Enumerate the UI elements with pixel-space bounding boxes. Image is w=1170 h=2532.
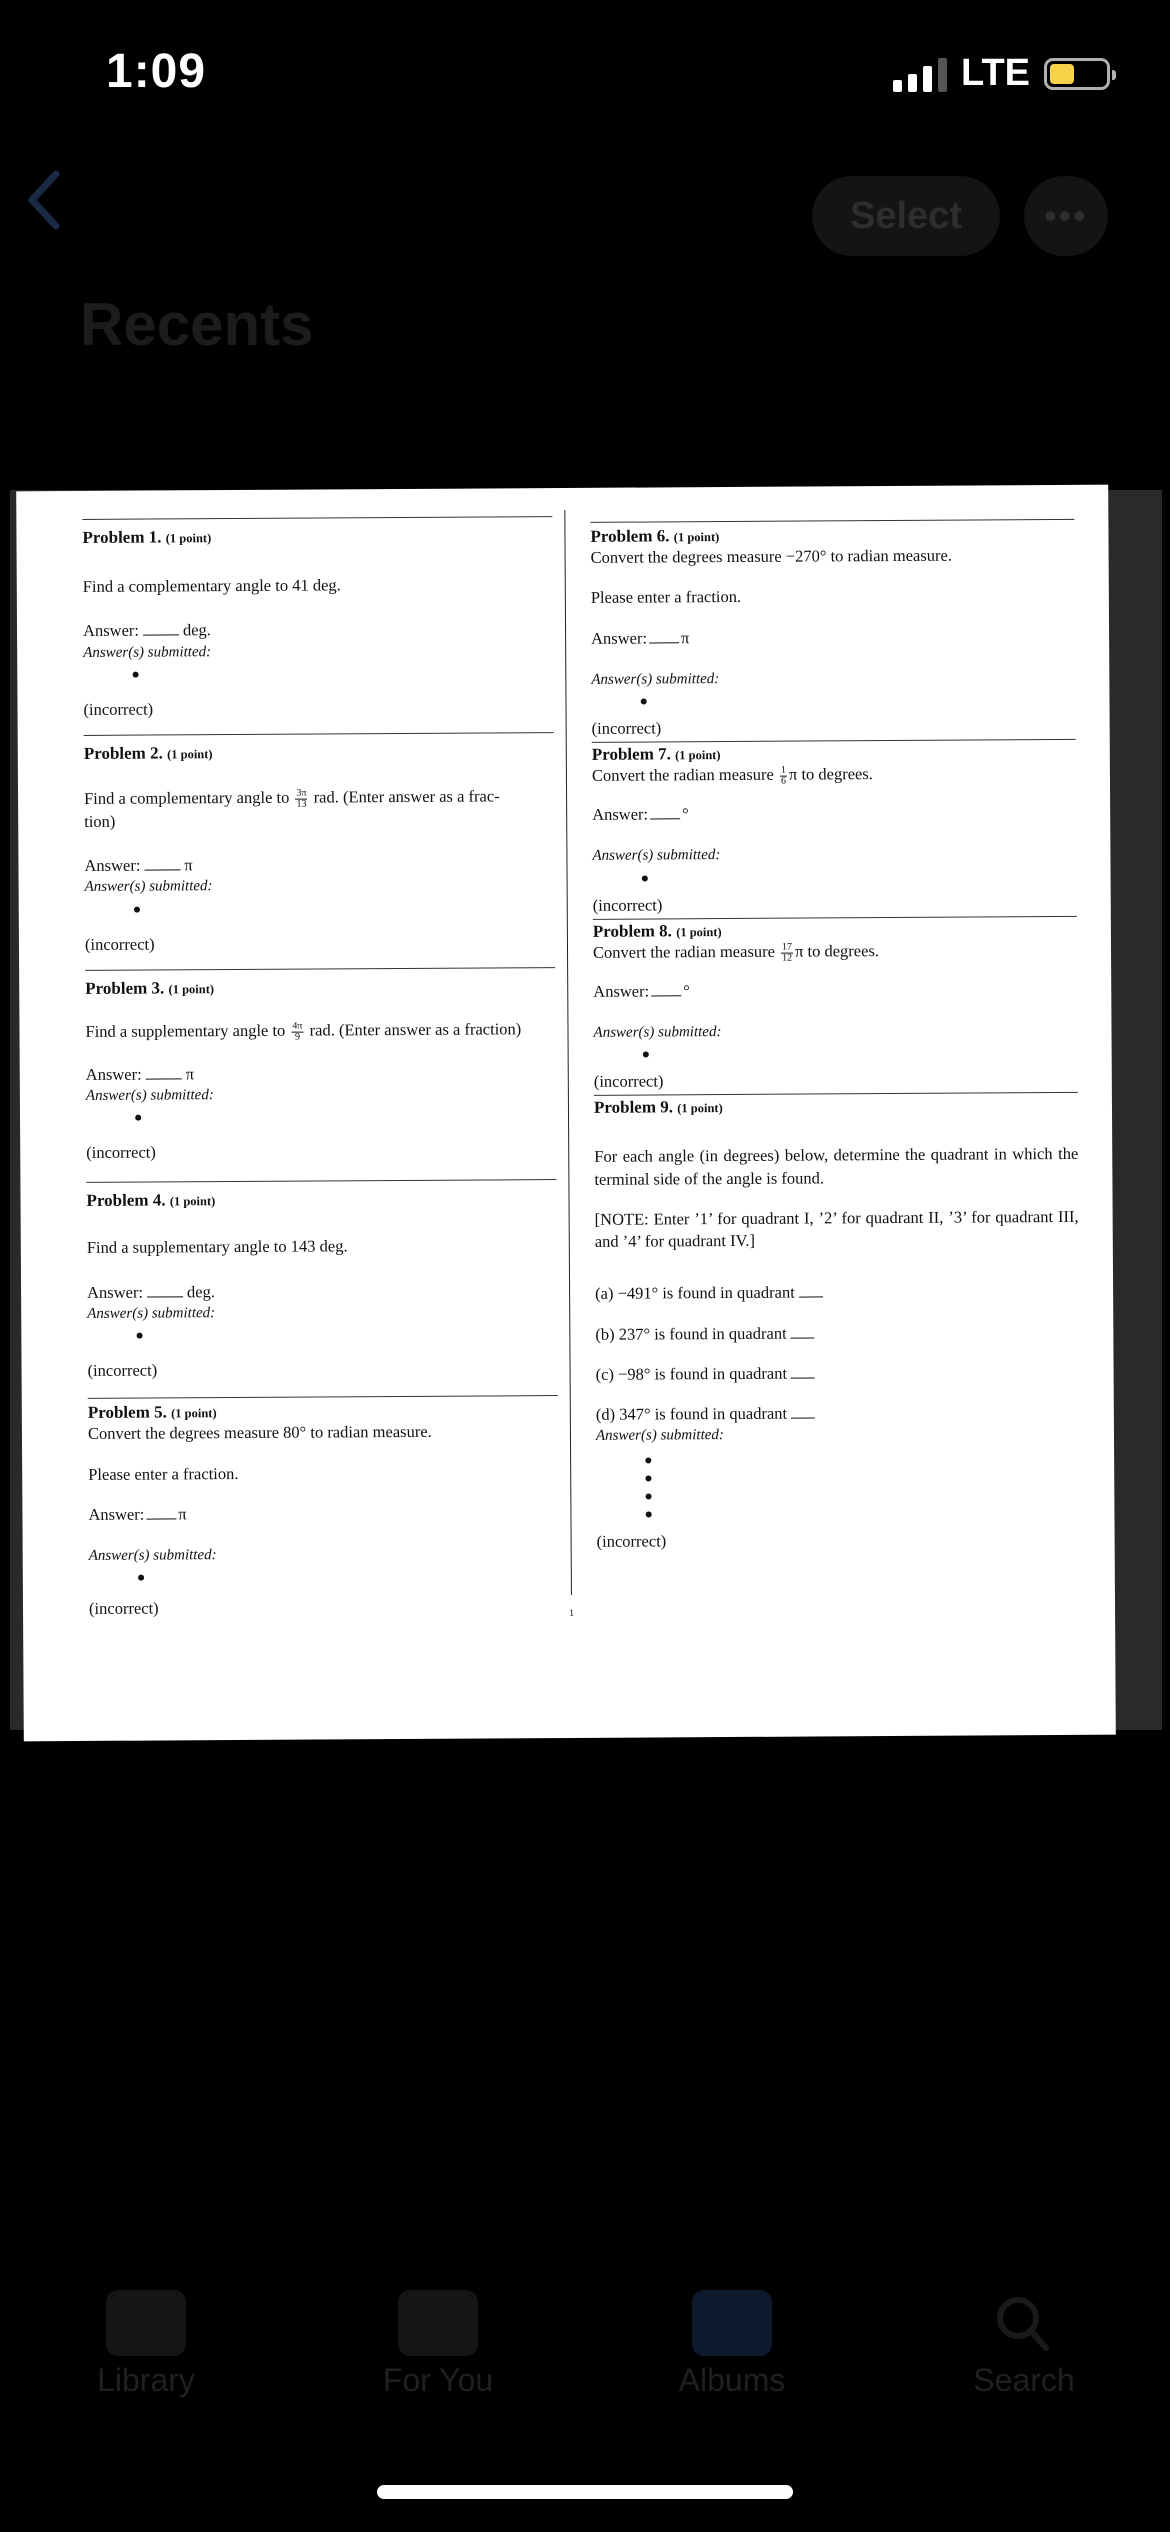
- answer-blank: [147, 1296, 183, 1297]
- problem-5: [88, 1400, 559, 1620]
- tab-library[interactable]: [46, 2290, 246, 2399]
- bullet: ●: [644, 1489, 653, 1505]
- problem-text: Convert the degrees measure 80° to radian measure.: [87, 1422, 432, 1444]
- result-status: (incorrect): [84, 934, 155, 954]
- tab-label: Albums: [678, 2362, 786, 2398]
- problem-9: [594, 1095, 1081, 1553]
- answer-blank: [144, 869, 180, 870]
- problem-text: π to degrees.: [788, 764, 873, 784]
- part-c-text: (c) −98° is found in quadrant: [595, 1363, 788, 1384]
- problem-title: Problem 3.: [85, 978, 165, 998]
- result-status: (incorrect): [88, 1598, 159, 1619]
- problem-text: Find a complementary angle to: [84, 787, 290, 808]
- answer-label: Answer:: [591, 628, 648, 648]
- problem-points: (1 point): [168, 981, 215, 997]
- problem-points: (1 point): [676, 924, 722, 940]
- submitted-label: Answer(s) submitted:: [88, 1547, 217, 1565]
- problem-text: rad. (Enter answer as a frac-: [313, 786, 500, 807]
- answer-unit: π: [680, 627, 690, 647]
- problem-points: (1 point): [673, 530, 720, 545]
- tab-for-you[interactable]: [338, 2290, 538, 2399]
- problem-text: Please enter a fraction.: [590, 587, 742, 608]
- problem-text: Convert the radian measure: [592, 941, 775, 962]
- result-status: (incorrect): [87, 1360, 158, 1381]
- bullet: ●: [132, 902, 142, 918]
- tab-albums[interactable]: [632, 2290, 832, 2399]
- home-indicator[interactable]: [377, 2485, 793, 2499]
- result-status: (incorrect): [592, 894, 663, 915]
- answer-blank: [146, 1078, 182, 1079]
- result-status: (incorrect): [591, 718, 662, 738]
- bullet: ●: [641, 1047, 651, 1063]
- tab-label: Library: [97, 2362, 195, 2398]
- status-time: 1:09: [106, 45, 207, 98]
- album-title: Recents: [80, 291, 314, 358]
- cellular-signal-icon: [893, 56, 947, 92]
- bullet: ●: [644, 1453, 653, 1469]
- problem-points: (1 point): [167, 747, 213, 762]
- select-button[interactable]: Select: [812, 176, 1000, 256]
- answer-blank: [651, 995, 681, 996]
- tab-label: Search: [973, 2362, 1075, 2398]
- problem-note: [NOTE: Enter ’1’ for quadrant I, ’2’ for quadrant II, ’3’ for quadrant III, and ’4’ for quadrant IV.]: [594, 1206, 1079, 1251]
- problem-8: [593, 919, 1078, 1093]
- for-you-icon: [398, 2290, 478, 2356]
- fraction: $\frac{4\pi}{9}$: [292, 1020, 303, 1043]
- part-b-text: (b) 237° is found in quadrant: [595, 1323, 787, 1344]
- submitted-label: Answer(s) submitted:: [595, 1427, 724, 1445]
- problem-text: Find a supplementary angle to: [85, 1020, 286, 1041]
- submitted-label: Answer(s) submitted:: [84, 878, 213, 896]
- problem-points: (1 point): [171, 1406, 217, 1421]
- answer-blank: [649, 642, 679, 643]
- problem-text: rad. (Enter answer as a fraction): [309, 1019, 522, 1040]
- status-indicators: [893, 52, 1110, 95]
- part-d-text: (d) 347° is found in quadrant: [595, 1403, 788, 1424]
- answer-label: Answer:: [592, 804, 649, 824]
- problem-title: Problem 4.: [86, 1190, 166, 1211]
- answer-unit: °: [683, 980, 690, 1000]
- problem-text: Find a complementary angle to 41 deg.: [82, 575, 341, 596]
- problem-7: [592, 742, 1077, 916]
- column-divider: [564, 510, 572, 1595]
- answer-label: Answer:: [84, 855, 141, 875]
- bullet: ●: [136, 1570, 146, 1587]
- problem-text: Find a supplementary angle to 143 deg.: [86, 1236, 348, 1258]
- problem-title: Problem 1.: [82, 527, 162, 547]
- part-a-blank: [799, 1297, 823, 1298]
- photo-library-icon: [106, 2290, 186, 2356]
- network-type: LTE: [961, 52, 1030, 94]
- tab-bar: [0, 2290, 1170, 2430]
- result-status: (incorrect): [593, 1071, 664, 1091]
- fraction: $\frac{1}{6}$: [780, 764, 787, 787]
- problem-2: [84, 741, 555, 956]
- tab-search[interactable]: [924, 2290, 1124, 2399]
- bullet: ●: [644, 1471, 653, 1487]
- answer-label: Answer:: [87, 1282, 144, 1302]
- tab-label: For You: [382, 2362, 494, 2398]
- problem-title: Problem 2.: [83, 743, 163, 763]
- part-c-blank: [791, 1377, 815, 1378]
- submitted-label: Answer(s) submitted:: [593, 1023, 722, 1041]
- problem-text: tion): [84, 811, 116, 831]
- fraction: $\frac{3\pi}{13}$: [296, 787, 307, 810]
- problem-6: [590, 524, 1075, 740]
- answer-label: Answer:: [593, 981, 650, 1001]
- right-column: [590, 519, 1080, 1553]
- problem-title: Problem 8.: [592, 921, 672, 941]
- back-chevron-icon[interactable]: [24, 170, 64, 230]
- submitted-label: Answer(s) submitted:: [83, 643, 212, 661]
- bullet: ●: [135, 1328, 144, 1344]
- search-icon: [984, 2290, 1064, 2356]
- problem-points: (1 point): [675, 748, 721, 763]
- problem-text: Convert the radian measure: [591, 765, 774, 786]
- problem-1: [82, 525, 553, 721]
- problem-3: [85, 976, 556, 1164]
- part-d-blank: [791, 1418, 815, 1419]
- result-status: (incorrect): [86, 1142, 156, 1162]
- answer-blank: [143, 635, 179, 636]
- submitted-label: Answer(s) submitted:: [591, 670, 720, 688]
- problem-points: (1 point): [165, 531, 212, 546]
- problem-4: [86, 1188, 557, 1382]
- part-a-text: (a) −491° is found in quadrant: [595, 1282, 795, 1304]
- answer-unit: π: [178, 1504, 187, 1524]
- problem-points: (1 point): [169, 1194, 216, 1209]
- submitted-label: Answer(s) submitted:: [592, 847, 721, 865]
- result-status: (incorrect): [83, 699, 154, 719]
- problem-text: Please enter a fraction.: [88, 1463, 239, 1484]
- problem-title: Problem 9.: [593, 1097, 674, 1118]
- bullet: ●: [133, 1110, 143, 1126]
- answer-unit: °: [682, 804, 689, 824]
- fraction: $\frac{17}{12}$: [781, 941, 793, 964]
- problem-title: Problem 5.: [87, 1402, 167, 1423]
- answer-blank: [650, 818, 680, 819]
- answer-blank: [146, 1518, 176, 1519]
- albums-icon: [692, 2290, 772, 2356]
- problem-text: For each angle (in degrees) below, determine the quadrant in which the terminal side of the angle is found.: [594, 1144, 1079, 1189]
- document-page[interactable]: [16, 485, 1116, 1742]
- submitted-label: Answer(s) submitted:: [87, 1304, 216, 1322]
- bullet: ●: [131, 667, 140, 683]
- left-column: [82, 516, 559, 1621]
- part-b-blank: [791, 1337, 815, 1338]
- answer-label: Answer:: [88, 1504, 145, 1524]
- bullet: ●: [644, 1507, 653, 1523]
- problem-text: Convert the degrees measure −270° to radian measure.: [590, 545, 953, 567]
- problem-title: Problem 7.: [591, 744, 671, 765]
- bullet: ●: [640, 871, 650, 887]
- answer-label: Answer:: [85, 1064, 142, 1084]
- problem-text: π to degrees.: [794, 940, 880, 961]
- page-number: 1: [569, 1607, 575, 1619]
- answer-unit: π: [185, 1063, 195, 1083]
- answer-unit: π: [184, 855, 193, 875]
- submitted-label: Answer(s) submitted:: [85, 1086, 214, 1104]
- problem-points: (1 point): [677, 1101, 723, 1116]
- battery-icon: [1044, 58, 1110, 90]
- bullet: ●: [639, 694, 649, 710]
- answer-unit: deg.: [182, 620, 211, 640]
- answer-label: Answer:: [82, 620, 140, 641]
- problem-title: Problem 6.: [590, 526, 670, 546]
- result-status: (incorrect): [596, 1531, 667, 1551]
- answer-unit: deg.: [186, 1281, 215, 1301]
- more-options-button[interactable]: •••: [1024, 176, 1108, 256]
